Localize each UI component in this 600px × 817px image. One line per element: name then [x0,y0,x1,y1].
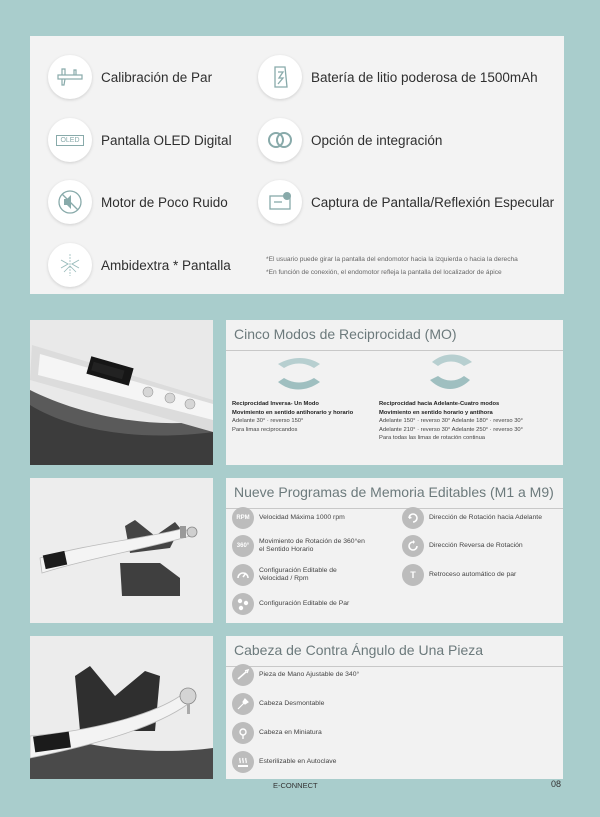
program-feature-text: Configuración Editable de Velocidad / Rpm [259,566,337,582]
programs-panel [226,478,563,623]
section-divider [226,350,563,351]
program-feature-text: Velocidad Máxima 1000 rpm [259,513,345,521]
head-feature [232,693,324,715]
mode-subtitle: Movimiento en sentido horario y antihora [379,409,493,416]
handpiece-photo-dock [30,320,213,465]
feature-label: Batería de litio poderosa de 1500mAh [311,69,538,85]
mode-forward-reciprocity [379,400,563,443]
head-feature [232,751,336,773]
mute-icon [48,180,92,224]
feature-battery [258,55,538,99]
adjustable-handpiece-icon [232,664,254,686]
battery-icon [258,55,302,99]
feature-integration [258,118,442,162]
feature-label: Captura de Pantalla/Reflexión Especular [311,194,555,210]
program-feature-text: Movimiento de Rotación de 360°en el Sentido Horario [259,537,365,553]
program-feature [402,507,542,529]
feature-label: Ambidextra * Pantalla [101,257,231,273]
mode-title: Reciprocidad hacia Adelante-Cuatro modos [379,401,500,407]
mode-note: Para limas reciprocandos [232,426,298,433]
section-title: Cinco Modos de Reciprocidad (MO) [234,326,457,342]
autoclave-icon [232,751,254,773]
feature-ambidextrous-display [48,243,231,287]
head-feature-text: Cabeza en Miniatura [259,728,322,736]
head-panel [226,636,563,779]
mode-subtitle: Movimiento en sentido antihorario y horario [232,409,354,416]
rpm-icon: RPM [232,507,254,529]
feature-oled-display [48,118,232,162]
head-feature [232,722,322,744]
mode-reverse-reciprocity [232,400,392,434]
feature-label: Opción de integración [311,132,443,148]
footer-brand: E-CONNECT [273,781,318,790]
program-feature [232,507,345,529]
reverse-swirl-icon [274,354,324,394]
feature-label: Motor de Poco Ruido [101,194,228,210]
torque-settings-icon [232,593,254,615]
forward-rotation-icon [402,507,424,529]
mode-note: Para todas las limas de rotación continua [379,435,486,441]
program-feature-text: Dirección de Rotación hacia Adelante [429,513,542,521]
reverse-rotation-icon [402,535,424,557]
link-icon [258,118,302,162]
handpiece-photo-side [30,478,213,623]
program-feature [402,564,516,586]
mode-angles: Adelante 210° · reverso 30° Adelante 250° · reverso 30° [379,426,523,433]
program-feature [402,535,523,557]
feature-label: Calibración de Par [101,69,213,85]
program-feature-text: Configuración Editable de Par [259,599,350,607]
oled-icon: OLED [48,118,92,162]
program-feature-text: Retroceso automático de par [429,570,517,578]
head-feature [232,664,359,686]
mini-head-icon [232,722,254,744]
feature-label: Pantalla OLED Digital [101,132,232,148]
feature-low-noise-motor [48,180,228,224]
head-feature-text: Esterilizable en Autoclave [259,757,337,765]
head-feature-text: Pieza de Mano Ajustable de 340° [259,670,360,678]
program-feature [232,564,337,586]
section-title: Nueve Programas de Memoria Editables (M1 a M9) [234,484,554,500]
auto-reverse-icon: T [402,564,424,586]
page-number: 08 [551,779,562,789]
ambidextrous-icon [48,243,92,287]
mode-angles: Adelante 30° · reverso 150° [232,418,304,424]
feature-torque-calibration [48,55,212,99]
handpiece-photo-head [30,636,213,779]
speed-gauge-icon [232,564,254,586]
footnote: *En función de conexión, el endomotor refleja la pantalla del localizador de ápice [266,269,502,276]
section-title: Cabeza de Contra Ángulo de Una Pieza [234,642,484,658]
head-feature-text: Cabeza Desmontable [259,699,325,707]
reciprocity-panel [226,320,563,465]
program-feature [232,535,365,557]
rotation-360-icon: 360° [232,535,254,557]
screen-capture-icon [258,180,302,224]
mode-angles: Adelante 150° · reverso 30° Adelante 180° · reverso 30° [379,418,523,424]
caliper-icon [48,55,92,99]
footnote: *El usuario puede girar la pantalla del endomotor hacia la izquierda o hacia la derecha [266,256,518,263]
feature-screen-capture [258,180,554,224]
program-feature [232,593,349,615]
forward-swirl-icon [426,350,476,394]
removable-head-icon [232,693,254,715]
footnotes [266,253,556,279]
mode-title: Reciprocidad Inversa- Un Modo [232,401,319,407]
program-feature-text: Dirección Reversa de Rotación [429,541,523,549]
